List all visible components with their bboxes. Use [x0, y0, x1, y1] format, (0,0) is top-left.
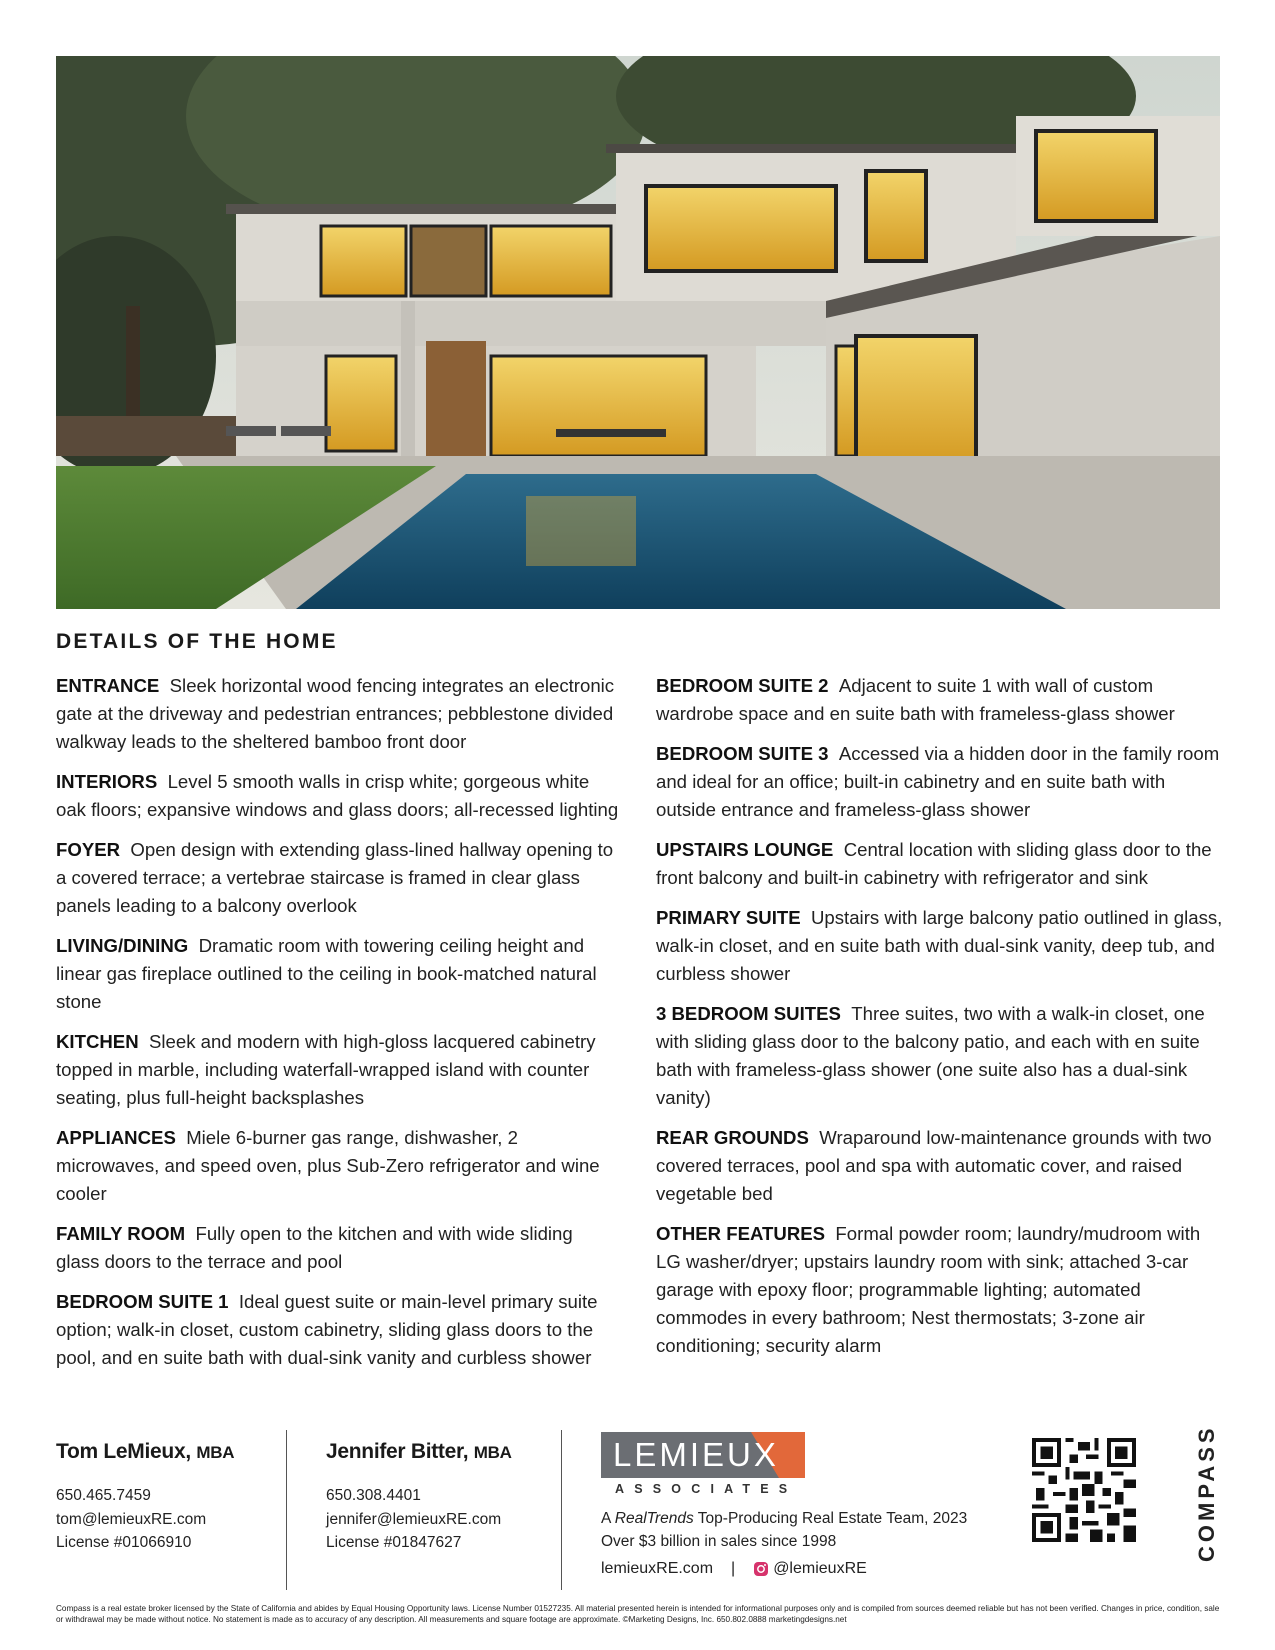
agent-name — [56, 1440, 234, 1464]
instagram-handle[interactable]: @lemieuxRE — [773, 1560, 867, 1577]
feature-heading: BEDROOM SUITE 1 — [56, 1291, 229, 1312]
feature-text: Accessed via a hidden door in the family room and ideal for an office; built-in cabinetry and en suite bath with outside entrance and frameless-glass shower — [656, 743, 1220, 820]
feature-heading: FAMILY ROOM — [56, 1223, 186, 1244]
feature-upstairs-lounge — [656, 836, 1226, 892]
agent-name-text: Tom LeMieux, — [56, 1440, 191, 1463]
tagline-line-1 — [601, 1508, 967, 1531]
feature-rear-grounds — [656, 1124, 1226, 1208]
feature-text: Fully open to the kitchen and with wide sliding glass doors to the terrace and pool — [56, 1223, 573, 1272]
feature-text: Open design with extending glass-lined hallway opening to a covered terrace; a vertebrae staircase is framed in clear glass panels leading to a balcony overlook — [56, 839, 614, 916]
feature-text: Ideal guest suite or main-level primary suite option; walk-in closet, custom cabinetry, sliding glass doors to the pool, and en suite bath with dual-sink vanity and curbless shower — [56, 1291, 598, 1368]
website-link[interactable]: lemieuxRE.com — [601, 1560, 714, 1577]
feature-3-bedroom-suites — [656, 1000, 1226, 1112]
feature-interiors — [56, 768, 621, 824]
agent-credential: MBA — [473, 1443, 512, 1462]
feature-text: Upstairs with large balcony patio outlined in glass, walk-in closet, and en suite bath with dual-sink vanity, deep tub, and curbless shower — [656, 907, 1223, 984]
tagline-prefix: A — [601, 1510, 615, 1527]
feature-heading: LIVING/DINING — [56, 935, 189, 956]
feature-text: Dramatic room with towering ceiling height and linear gas fireplace outlined to the ceiling in book-matched natural stone — [56, 935, 597, 1012]
agent-card-jennifer — [326, 1440, 512, 1555]
feature-text: Adjacent to suite 1 with wall of custom wardrobe space and en suite bath with frameless-glass shower — [656, 675, 1175, 724]
divider — [286, 1430, 287, 1590]
details-left-column — [56, 672, 621, 1384]
agent-license: License #01847627 — [326, 1534, 462, 1551]
feature-heading: UPSTAIRS LOUNGE — [656, 839, 834, 860]
feature-entrance — [56, 672, 621, 756]
feature-other-features — [656, 1220, 1226, 1360]
lemieux-associates-logo — [601, 1432, 805, 1496]
agent-name-text: Jennifer Bitter, — [326, 1440, 469, 1463]
web-links — [601, 1560, 867, 1578]
feature-bedroom-suite-3 — [656, 740, 1226, 824]
feature-heading: KITCHEN — [56, 1031, 139, 1052]
details-title: DETAILS OF THE HOME — [56, 630, 338, 653]
feature-text: Sleek horizontal wood fencing integrates an electronic gate at the driveway and pedestrian entrances; pebblestone divided walkway leads to the sheltered bamboo front door — [56, 675, 615, 752]
feature-text: Level 5 smooth walls in crisp white; gorgeous white oak floors; expansive windows and glass doors; all-recessed lighting — [56, 771, 619, 820]
logo-box — [601, 1432, 805, 1478]
feature-text: Formal powder room; laundry/mudroom with LG washer/dryer; upstairs laundry room with sink; attached 3-car garage with epoxy floor; programmable lighting; automated commodes in every bathroom; Nest thermostats; 3-zone air conditioning; security alarm — [656, 1223, 1201, 1356]
agent-email[interactable]: tom@lemieuxRE.com — [56, 1510, 207, 1528]
agent-credential: MBA — [196, 1443, 235, 1462]
feature-kitchen — [56, 1028, 621, 1112]
agent-phone[interactable]: 650.465.7459 — [56, 1487, 151, 1504]
feature-living-dining — [56, 932, 621, 1016]
separator: | — [731, 1560, 736, 1577]
details-right-column — [656, 672, 1226, 1372]
feature-primary-suite — [656, 904, 1226, 988]
feature-heading: PRIMARY SUITE — [656, 907, 801, 928]
logo-subtitle: ASSOCIATES — [615, 1482, 798, 1496]
agent-license: License #01066910 — [56, 1534, 192, 1551]
feature-text: Miele 6-burner gas range, dishwasher, 2 microwaves, and speed oven, plus Sub-Zero refrigerator and wine cooler — [56, 1127, 600, 1204]
feature-bedroom-suite-1 — [56, 1288, 621, 1372]
feature-heading: APPLIANCES — [56, 1127, 176, 1148]
instagram-icon — [753, 1561, 769, 1577]
feature-bedroom-suite-2 — [656, 672, 1226, 728]
tagline-rest: Top-Producing Real Estate Team, 2023 — [693, 1510, 968, 1527]
feature-heading: FOYER — [56, 839, 121, 860]
feature-heading: 3 BEDROOM SUITES — [656, 1003, 841, 1024]
feature-foyer — [56, 836, 621, 920]
divider — [561, 1430, 562, 1590]
agent-card-tom — [56, 1440, 234, 1555]
agent-email[interactable]: jennifer@lemieuxRE.com — [326, 1510, 502, 1528]
feature-heading: ENTRANCE — [56, 675, 160, 696]
feature-family-room — [56, 1220, 621, 1276]
feature-heading: BEDROOM SUITE 3 — [656, 743, 829, 764]
team-tagline — [601, 1508, 967, 1553]
feature-heading: OTHER FEATURES — [656, 1223, 826, 1244]
house-pool-image — [56, 56, 1220, 609]
agent-name — [326, 1440, 512, 1464]
legal-disclaimer: Compass is a real estate broker licensed by the State of California and abides by Equal Housing Opportunity laws. License Number 01527235. All material presented herein is intended for informational purposes only and is compiled from sources deemed reliable but has not been verified. Changes in price, condition, sale or withdrawal may be made without notice. No statement is made as to accuracy of any description. All measurements and square footage are approximate. ©Marketing Designs, Inc. 650.802.0888 marketingdesigns.net — [56, 1604, 1220, 1624]
feature-text: Three suites, two with a walk-in closet, one with sliding glass door to the balcony patio, and each with en suite bath with frameless-glass shower (one suite also has a dual-sink vanity) — [656, 1003, 1205, 1108]
feature-text: Sleek and modern with high-gloss lacquered cabinetry topped in marble, including waterfall-wrapped island with counter seating, plus full-height backsplashes — [56, 1031, 596, 1108]
feature-text: Central location with sliding glass door to the front balcony and built-in cabinetry with refrigerator and sink — [656, 839, 1212, 888]
compass-logo: COMPASS — [1194, 1424, 1219, 1562]
tagline-line-2: Over $3 billion in sales since 1998 — [601, 1532, 837, 1550]
qr-code-icon[interactable] — [1032, 1438, 1136, 1542]
feature-appliances — [56, 1124, 621, 1208]
feature-heading: REAR GROUNDS — [656, 1127, 809, 1148]
house-pool-photo — [56, 56, 1220, 609]
feature-text: Wraparound low-maintenance grounds with two covered terraces, pool and spa with automatic cover, and raised vegetable bed — [656, 1127, 1212, 1204]
logo-wordmark: LEMIEUX — [613, 1436, 779, 1473]
tagline-realtrends: RealTrends — [614, 1510, 694, 1527]
feature-heading: INTERIORS — [56, 771, 158, 792]
feature-heading: BEDROOM SUITE 2 — [656, 675, 829, 696]
agent-phone[interactable]: 650.308.4401 — [326, 1487, 421, 1504]
